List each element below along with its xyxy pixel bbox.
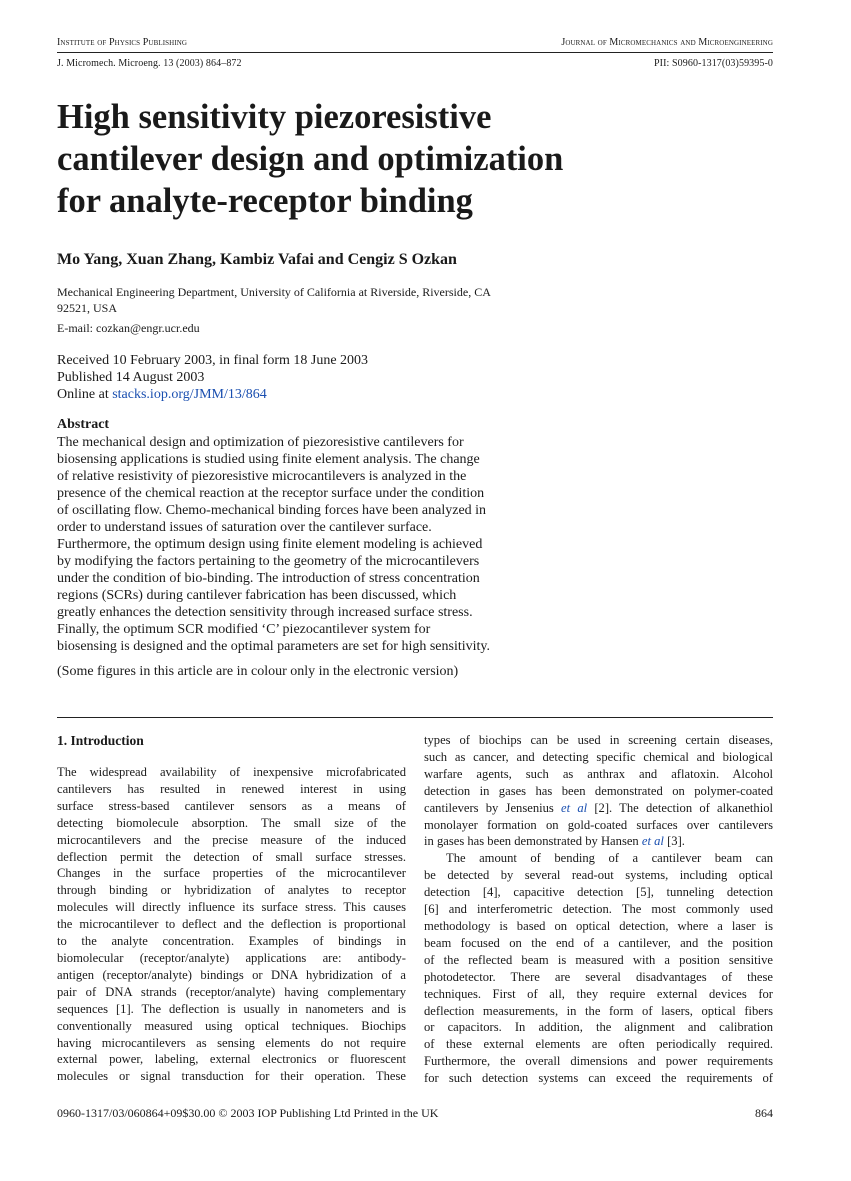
abstract-body	[57, 434, 537, 655]
abstract-line: of oscillating flow. Chemo-mechanical binding forces have been analyzed in	[57, 503, 487, 518]
section-rule	[57, 717, 773, 718]
body-line: such as cancer, and detecting specific chemical and biological	[424, 749, 773, 764]
body-line	[424, 833, 773, 850]
body-line: molecules will directly influence its surface stress. This causes	[57, 900, 406, 915]
body-line: detection [4], capacitive detection [5], tunneling detection	[424, 885, 773, 900]
contact-email[interactable]: E-mail: cozkan@engr.ucr.edu	[57, 321, 200, 335]
abstract-line: Furthermore, the optimum design using finite element modeling is achieved	[57, 537, 483, 552]
body-line: [6] and interferometric detection. The most commonly used	[424, 902, 773, 917]
body-line	[424, 800, 773, 817]
online-link[interactable]: stacks.iop.org/JMM/13/864	[112, 387, 267, 402]
page-number: 864	[755, 1106, 773, 1120]
body-line: molecules or signal transduction for their operation. These	[57, 1069, 406, 1084]
abstract-line: biosensing is designed and the optimal parameters are set for high sensitivity.	[57, 639, 490, 654]
body-line: deflection permit the detection of small surface stresses.	[57, 849, 406, 864]
abstract-line: regions (SCRs) during cantilever fabrication has been discussed, which	[57, 588, 457, 603]
body-line: photodetector. There are several disadvantages of these	[424, 969, 773, 984]
body-line: deflection measurements, in the form of lasers, optical fibers	[424, 1003, 773, 1018]
body-line: warfare agents, such as anthrax and aflatoxin. Alcohol	[424, 766, 773, 781]
body-line: detecting biomolecule absorption. The small size of the	[57, 815, 406, 830]
body-line: conventionally measured using optical techniques. Biochips	[57, 1018, 406, 1033]
body-line: be detected by several read-out systems, including optical	[424, 868, 773, 883]
abstract-line: greatly enhances the detection sensitivity through increased surface stress.	[57, 605, 473, 620]
body-line: for such detection systems can exceed the requirements of	[424, 1071, 773, 1086]
received-date: Received 10 February 2003, in final form 18 June 2003	[57, 353, 369, 368]
body-line: surface stress-based cantilever sensors as a means of	[57, 798, 406, 813]
text-run: in gases has been demonstrated by Hansen	[424, 834, 642, 849]
body-line: biomolecular (receptor/analyte) applications are: antibody-	[57, 950, 406, 965]
body-line: Changes in the surface properties of the microcantilever	[57, 866, 406, 881]
abstract-line: under the condition of bio-binding. The introduction of stress concentration	[57, 571, 480, 586]
journal-name: Journal of Micromechanics and Microengineering	[561, 37, 773, 48]
body-line: beam focused on the end of a cantilever, and the position	[424, 935, 773, 950]
abstract-heading: Abstract	[57, 417, 110, 432]
body-line: the microcantilever to deflect and the deflection is proportional	[57, 917, 406, 932]
citation: J. Micromech. Microeng. 13 (2003) 864–872	[57, 58, 242, 69]
affiliation: Mechanical Engineering Department, University of California at Riverside, Riverside, CA 92521, USA	[57, 285, 491, 315]
body-line: cantilevers has resulted in renewed interest in using	[57, 781, 406, 796]
abstract-line: by modifying the factors pertaining to the geometry of the microcantilevers	[57, 554, 480, 569]
text-run: [2]. The detection of alkanethiol	[587, 800, 773, 815]
abstract-line: order to understand issues of saturation over the cantilever surface.	[57, 520, 432, 535]
body-line: sequences [1]. The deflection is usually in nanometers and is	[57, 1001, 406, 1016]
colour-note: (Some figures in this article are in colour only in the electronic version)	[57, 664, 459, 679]
right-column	[424, 732, 773, 1087]
text-run: [3].	[663, 834, 685, 849]
body-line: having microcantilevers as sensing elements do not require	[57, 1035, 406, 1050]
abstract-line: The mechanical design and optimization of piezoresistive cantilevers for	[57, 435, 464, 450]
body-line: of these external elements are often periodically required.	[424, 1037, 773, 1052]
body-line: microcantilevers and the precise measure of the induced	[57, 832, 406, 847]
abstract-line: presence of the chemical reaction at the receptor surface under the condition	[57, 486, 485, 501]
body-line: detection in gases has been demonstrated on polymer-coated	[424, 783, 773, 798]
publisher-name: Institute of Physics Publishing	[57, 37, 188, 48]
body-line: The widespread availability of inexpensive microfabricated	[57, 765, 406, 779]
published-date: Published 14 August 2003	[57, 370, 205, 385]
pii: PII: S0960-1317(03)59395-0	[654, 58, 773, 69]
body-line: types of biochips can be used in screening certain diseases,	[424, 733, 773, 747]
body-line: antigen (receptor/analyte) bindings or DNA hybridization of a	[57, 967, 406, 982]
text-run: cantilevers by Jensenius	[424, 800, 562, 815]
article-dates	[57, 352, 368, 403]
online-line	[57, 386, 368, 403]
body-line: to the analyte concentration. Examples of bindings in	[57, 934, 406, 949]
abstract-line: Finally, the optimum SCR modified ‘C’ piezocantilever system for	[57, 622, 431, 637]
title-line: High sensitivity piezoresistive	[57, 98, 492, 136]
body-line: The amount of bending of a cantilever beam can	[446, 851, 773, 866]
citation-link[interactable]: et al	[641, 834, 664, 849]
section-heading: 1. Introduction	[57, 733, 144, 748]
body-line: Furthermore, the overall dimensions and power requirements	[424, 1054, 773, 1069]
title-line: cantilever design and optimization	[57, 140, 564, 178]
online-prefix: Online at	[57, 387, 113, 402]
body-line: or capacitors. In addition, the alignment and calibration	[424, 1020, 773, 1035]
body-line: external power, labeling, external electronics or fluorescent	[57, 1052, 406, 1067]
article-title	[57, 96, 777, 222]
author-list: Mo Yang, Xuan Zhang, Kambiz Vafai and Cengiz S Ozkan	[57, 251, 457, 268]
body-line: of the reflected beam is measured with a position sensitive	[424, 952, 773, 967]
body-line: techniques. First of all, they require external devices for	[424, 986, 773, 1001]
body-line: through binding or hybridization of analytes to receptor	[57, 883, 406, 898]
left-column	[57, 764, 406, 1085]
citation-link[interactable]: et al	[561, 800, 588, 815]
body-line: monolayer formation on gold-coated surfaces over cantilevers	[424, 817, 773, 832]
footer-copyright: 0960-1317/03/060864+09$30.00 © 2003 IOP Publishing Ltd Printed in the UK	[57, 1106, 439, 1120]
abstract-line: biosensing applications is studied using finite element analysis. The change	[57, 452, 480, 467]
title-line: for analyte-receptor binding	[57, 182, 473, 220]
body-line: pair of DNA strands (receptor/analyte) having complementary	[57, 984, 406, 999]
body-line: methodology is based on optical detection, where a laser is	[424, 918, 773, 933]
header-rule	[57, 52, 773, 53]
abstract-line: of relative resistivity of piezoresistive microcantilevers is analyzed in the	[57, 469, 467, 484]
